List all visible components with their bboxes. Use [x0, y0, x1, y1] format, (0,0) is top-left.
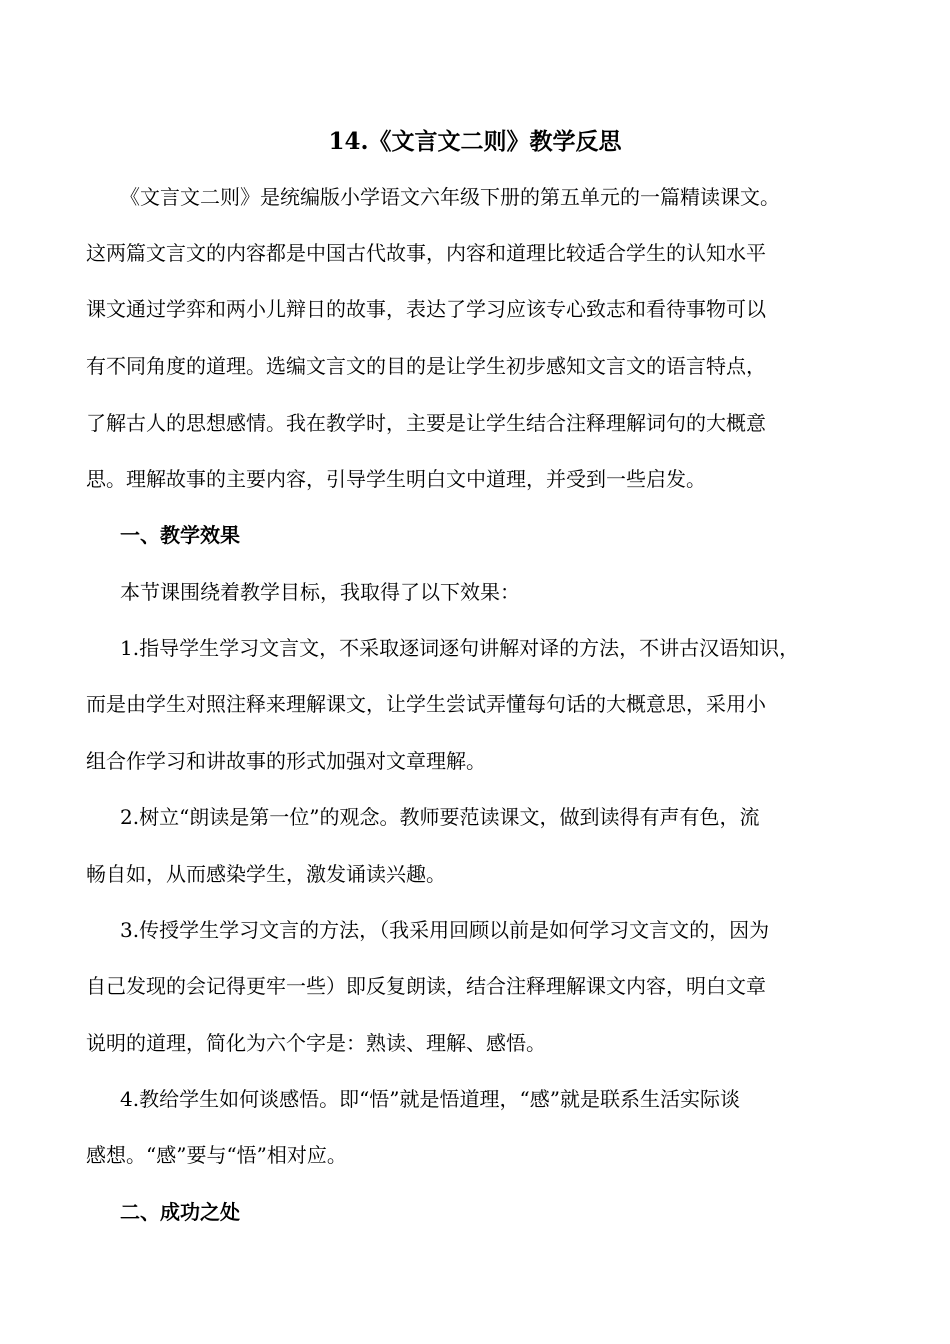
paragraph-line: 本节课围绕着教学目标，我取得了以下效果：	[120, 580, 520, 604]
paragraph-line: 2.树立“朗读是第一位”的观念。教师要范读课文，做到读得有声有色，流	[120, 805, 760, 829]
section-heading: 一、教学效果	[120, 523, 240, 547]
paragraph-line: 感想。“感”要与“悟”相对应。	[86, 1143, 347, 1167]
paragraph-line: 有不同角度的道理。选编文言文的目的是让学生初步感知文言文的语言特点，	[86, 354, 766, 378]
paragraph-line: 畅自如，从而感染学生，激发诵读兴趣。	[86, 862, 446, 886]
paragraph-line: 4.教给学生如何谈感悟。即“悟”就是悟道理，“感”就是联系生活实际谈	[120, 1087, 740, 1111]
paragraph-line: 自己发现的会记得更牢一些）即反复朗读，结合注释理解课文内容，明白文章	[86, 974, 766, 998]
paragraph-line: 组合作学习和讲故事的形式加强对文章理解。	[86, 749, 486, 773]
paragraph-line: 1.指导学生学习文言文，不采取逐词逐句讲解对译的方法，不讲古汉语知识，	[120, 636, 800, 660]
paragraph-line: 而是由学生对照注释来理解课文，让学生尝试弄懂每句话的大概意思，采用小	[86, 692, 766, 716]
paragraph-line: 思。理解故事的主要内容，引导学生明白文中道理，并受到一些启发。	[86, 467, 706, 491]
paragraph-line: 3.传授学生学习文言的方法，（我采用回顾以前是如何学习文言文的，因为	[120, 918, 770, 942]
paragraph-line: 说明的道理，简化为六个字是：熟读、理解、感悟。	[86, 1031, 546, 1055]
paragraph-line: 课文通过学弈和两小儿辩日的故事，表达了学习应该专心致志和看待事物可以	[86, 297, 766, 321]
document-title: 14.《文言文二则》教学反思	[328, 128, 622, 155]
paragraph-line: 这两篇文言文的内容都是中国古代故事，内容和道理比较适合学生的认知水平	[86, 241, 766, 265]
paragraph-line: 《文言文二则》是统编版小学语文六年级下册的第五单元的一篇精读课文。	[120, 185, 780, 209]
paragraph-line: 了解古人的思想感情。我在教学时，主要是让学生结合注释理解词句的大概意	[86, 411, 766, 435]
section-heading: 二、成功之处	[120, 1200, 240, 1224]
